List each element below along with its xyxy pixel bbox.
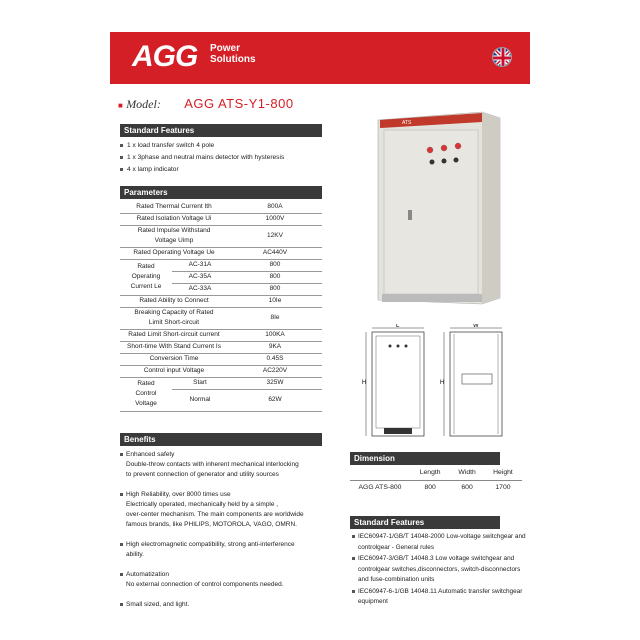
parameters-heading: Parameters bbox=[120, 186, 322, 199]
table-row bbox=[350, 480, 522, 495]
param-value: 62W bbox=[228, 389, 322, 411]
list-item bbox=[120, 490, 335, 530]
param-value: 0.45S bbox=[228, 353, 322, 365]
dim-value: 600 bbox=[461, 484, 473, 492]
param-value: 800 bbox=[228, 283, 322, 295]
model-label: Model: bbox=[126, 97, 161, 111]
list-item: 1 x load transfer switch 4 pole bbox=[120, 140, 284, 152]
param-value: AC440V bbox=[228, 247, 322, 259]
param-label: Short-time With Stand Current Is bbox=[120, 341, 228, 353]
param-label-line: Voltage bbox=[135, 400, 157, 407]
table-row bbox=[350, 465, 522, 480]
param-sub-label: Start bbox=[172, 377, 228, 389]
model-value: AGG ATS-Y1-800 bbox=[184, 96, 294, 111]
param-value: 800 bbox=[228, 271, 322, 283]
table-row bbox=[120, 201, 322, 213]
param-label-line: Breaking Capacity of Rated bbox=[134, 309, 214, 316]
table-row bbox=[120, 307, 322, 329]
param-label bbox=[120, 225, 228, 247]
param-label-line: Rated bbox=[137, 263, 155, 270]
param-sub-label: AC-35A bbox=[172, 271, 228, 283]
dim-value: 800 bbox=[424, 484, 436, 492]
param-value: 100KA bbox=[228, 329, 322, 341]
ats-cabinet-photo bbox=[372, 110, 502, 306]
param-value: AC220V bbox=[228, 365, 322, 377]
param-label: Rated Ability to Connect bbox=[120, 295, 228, 307]
param-label-line: Rated bbox=[137, 380, 155, 387]
list-item: IEC60947-6-1/GB 14048.11 Automatic transfer switchgear equipment bbox=[352, 587, 532, 608]
dim-header: Width bbox=[450, 465, 484, 480]
table-row bbox=[120, 225, 322, 247]
standard-features-r-list bbox=[352, 532, 532, 609]
table-row bbox=[120, 365, 322, 377]
list-item bbox=[120, 570, 335, 590]
dim-header: Height bbox=[484, 465, 522, 480]
param-label: Control input Voltage bbox=[120, 365, 228, 377]
model-line: ■ Model: AGG ATS-Y1-800 bbox=[118, 96, 294, 111]
dimension-heading: Dimension bbox=[350, 452, 500, 465]
param-value: 325W bbox=[228, 377, 322, 389]
dim-value: 1700 bbox=[495, 484, 511, 492]
standard-features-heading: Standard Features bbox=[120, 124, 322, 137]
standard-features-list bbox=[120, 140, 284, 176]
param-value: 12KV bbox=[228, 225, 322, 247]
benefit-head: High electromagnetic compatibility, strong anti-interference bbox=[126, 541, 295, 548]
benefit-line: to prevent connection of generator and utility sources bbox=[126, 471, 279, 478]
param-value: 10Ie bbox=[228, 295, 322, 307]
dimension-table bbox=[350, 465, 522, 495]
table-row bbox=[120, 377, 322, 389]
param-value: 800A bbox=[228, 201, 322, 213]
logo-sub-line1: Power bbox=[210, 43, 241, 54]
list-item bbox=[120, 540, 335, 560]
benefit-line: famous brands, like PHILIPS, MOTOROLA, VAGO, OMRN. bbox=[126, 521, 297, 528]
param-sub-label: AC-31A bbox=[172, 259, 228, 271]
dimension-drawing bbox=[362, 324, 512, 440]
brand-header bbox=[110, 32, 530, 84]
benefit-head: Small sized, and light. bbox=[126, 601, 190, 608]
benefit-line: Electrically operated, mechanically held by a simple , bbox=[126, 501, 279, 508]
list-item: 4 x lamp indicator bbox=[120, 164, 284, 176]
uk-flag-icon[interactable] bbox=[492, 47, 512, 67]
param-label: Conversion Time bbox=[120, 353, 228, 365]
table-row bbox=[120, 247, 322, 259]
list-item: IEC60947-3/GB/T 14048.3 Low voltage switchgear and controlgear switches,disconnectors, switch-disconnectors and fuse-combination units bbox=[352, 554, 532, 586]
param-label bbox=[120, 307, 228, 329]
drawing-h-label: H bbox=[440, 380, 445, 386]
param-label-line: Rated Impulse Withstand bbox=[137, 227, 211, 234]
param-label: Rated Isolation Voltage Ui bbox=[120, 213, 228, 225]
table-row bbox=[120, 341, 322, 353]
drawing-w-label: W bbox=[473, 324, 479, 329]
table-row bbox=[120, 353, 322, 365]
param-value: 9KA bbox=[228, 341, 322, 353]
table-row bbox=[120, 329, 322, 341]
benefit-line: Double-throw contacts with inherent mechanical interlocking bbox=[126, 461, 299, 468]
table-row bbox=[120, 259, 322, 271]
table-row bbox=[120, 295, 322, 307]
param-label: Rated Thermal Current Ith bbox=[120, 201, 228, 213]
param-label-line: Voltage Uimp bbox=[154, 237, 194, 244]
benefit-head: Automatization bbox=[126, 571, 169, 578]
list-item bbox=[120, 600, 335, 610]
param-label-line: Operating bbox=[131, 273, 161, 280]
param-value: 8Ie bbox=[228, 307, 322, 329]
dim-row-label: AGG ATS-800 bbox=[358, 484, 402, 492]
standard-features-r-heading: Standard Features bbox=[350, 516, 500, 529]
agg-logo: AGG bbox=[132, 40, 198, 73]
param-label-line: Limit Short-circuit bbox=[148, 319, 200, 326]
param-value: 800 bbox=[228, 259, 322, 271]
dim-header: Length bbox=[410, 465, 450, 480]
param-group-label bbox=[120, 377, 172, 411]
list-item bbox=[120, 450, 335, 480]
param-label-line: Control bbox=[135, 390, 157, 397]
benefits-heading: Benefits bbox=[120, 433, 322, 446]
benefit-head: High Reliability, over 8000 times use bbox=[126, 491, 231, 498]
benefits-list bbox=[120, 450, 335, 620]
param-label-line: Current Le bbox=[130, 283, 162, 290]
benefit-head: Enhanced safety bbox=[126, 451, 175, 458]
drawing-l-label: L bbox=[396, 324, 400, 329]
benefit-line: over-center mechanism. The main components are worldwide bbox=[126, 511, 304, 518]
param-sub-label: AC-33A bbox=[172, 283, 228, 295]
parameters-table bbox=[120, 201, 322, 412]
drawing-h-label: H bbox=[362, 380, 367, 386]
table-row bbox=[120, 213, 322, 225]
param-value: 1000V bbox=[228, 213, 322, 225]
list-item: 1 x 3phase and neutral mains detector with hysteresis bbox=[120, 152, 284, 164]
logo-sub-line2: Solutions bbox=[210, 54, 256, 65]
param-label: Rated Limit Short-circuit current bbox=[120, 329, 228, 341]
param-group-label bbox=[120, 259, 172, 295]
param-label: Rated Operating Voltage Ue bbox=[120, 247, 228, 259]
logo-subtitle bbox=[210, 43, 256, 65]
list-item: IEC60947-1/GB/T 14048-2000 Low-voltage switchgear and controlgear - General rules bbox=[352, 532, 532, 553]
cabinet-label: ATS bbox=[402, 120, 412, 126]
param-sub-label: Normal bbox=[172, 389, 228, 411]
benefit-line: No external connection of control components needed. bbox=[126, 581, 284, 588]
benefit-line: ability. bbox=[126, 551, 144, 558]
